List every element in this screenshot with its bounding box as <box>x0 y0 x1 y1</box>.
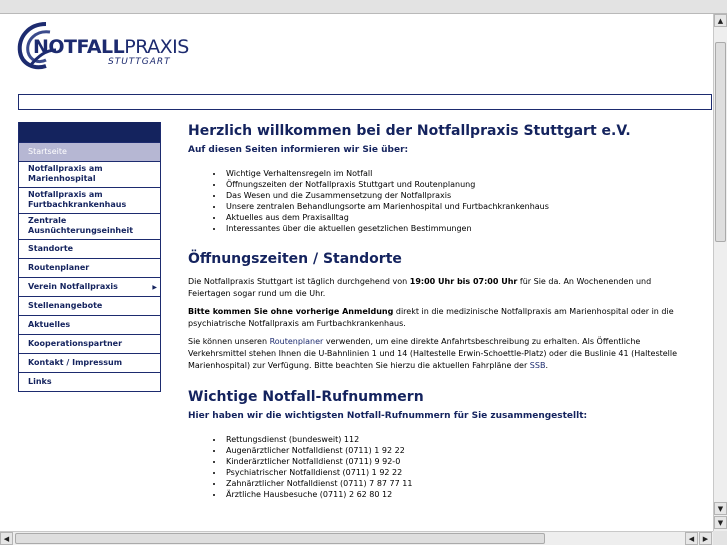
main-content <box>188 122 688 500</box>
welcome-subtitle: Auf diesen Seiten informieren wir Sie über: <box>188 145 409 155</box>
arrow-left-icon[interactable]: ◀ <box>685 532 698 545</box>
nav-label: Zentrale Ausnüchterungseinheit <box>28 216 134 235</box>
logo-wordmark <box>33 36 189 58</box>
text: Die Notfallpraxis Stuttgart ist täglich durchgehend von <box>188 277 410 286</box>
nav-label: Startseite <box>28 146 67 156</box>
sidebar-header <box>19 122 160 142</box>
list-item: • Zahnärztlicher Notfalldienst (0711) 7 87 77 11 <box>224 478 688 489</box>
hours-paragraph-3 <box>188 336 688 372</box>
horizontal-scrollbar[interactable] <box>0 531 713 545</box>
browser-top-frame <box>0 0 727 14</box>
arrow-down-icon[interactable]: ▼ <box>714 502 727 515</box>
triangle-right-icon: ▶ <box>152 284 157 291</box>
list-item: • Psychiatrischer Notfalldienst (0711) 1 92 22 <box>224 467 688 478</box>
list-item: • Ärztliche Hausbesuche (0711) 2 62 80 12 <box>224 489 688 500</box>
hours-highlight: 19:00 Uhr bis 07:00 Uhr <box>409 277 518 286</box>
nav-label: Aktuelles <box>28 319 71 329</box>
nav-item-links[interactable] <box>19 372 160 391</box>
nav-item-stellenangebote[interactable] <box>19 296 160 315</box>
arrow-left-icon[interactable]: ◀ <box>0 532 13 545</box>
list-item: • Das Wesen und die Zusammensetzung der Notfallpraxis <box>224 190 688 201</box>
nav-label: Kooperationspartner <box>28 338 123 348</box>
arrow-up-icon[interactable]: ▲ <box>714 14 727 27</box>
list-item: • Wichtige Verhaltensregeln im Notfall <box>224 168 688 179</box>
vertical-scrollbar[interactable] <box>713 14 727 531</box>
nav-item-marienhospital[interactable] <box>19 161 160 187</box>
sidebar-nav <box>18 122 161 392</box>
hours-paragraph-2 <box>188 306 688 330</box>
arrow-down-icon[interactable]: ▼ <box>714 516 727 529</box>
nav-item-aktuelles[interactable] <box>19 315 160 334</box>
phone-title: Wichtige Notfall-Rufnummern <box>188 389 424 405</box>
nav-label: Notfallpraxis am Furtbachkrankenhaus <box>28 190 127 209</box>
nav-item-furtbachkrankenhaus[interactable] <box>19 187 160 213</box>
nav-label: Routenplaner <box>28 262 90 272</box>
nav-item-routenplaner[interactable] <box>19 258 160 277</box>
arrow-right-icon[interactable]: ▶ <box>699 532 712 545</box>
nav-item-kontakt[interactable] <box>19 353 160 372</box>
nav-label: Verein Notfallpraxis <box>28 281 118 291</box>
notfallpraxis-logo[interactable] <box>16 18 189 74</box>
horizontal-scroll-thumb[interactable] <box>15 533 545 544</box>
text: Sie können unseren <box>188 337 270 346</box>
routenplaner-link[interactable]: Routenplaner <box>269 337 324 346</box>
nav-label: Notfallpraxis am Marienhospital <box>28 164 103 183</box>
list-item: • Augenärztlicher Notfalldienst (0711) 1 92 22 <box>224 445 688 456</box>
welcome-list <box>188 168 688 234</box>
welcome-title: Herzlich willkommen bei der Notfallpraxis Stuttgart e.V. <box>188 123 631 139</box>
nav-label: Stellenangebote <box>28 300 103 310</box>
scrollbar-corner <box>713 531 727 545</box>
vertical-scroll-thumb[interactable] <box>715 42 726 242</box>
phone-list <box>188 434 688 500</box>
nav-item-kooperationspartner[interactable] <box>19 334 160 353</box>
list-item: • Öffnungszeiten der Notfallpraxis Stuttgart und Routenplanung <box>224 179 688 190</box>
header-bar <box>18 94 712 110</box>
nav-item-standorte[interactable] <box>19 239 160 258</box>
logo-wordmark-light: PRAXIS <box>124 36 189 58</box>
nav-item-startseite[interactable] <box>19 142 160 161</box>
text: verwenden, um eine direkte Anfahrtsbeschreibung zu erhalten. Als Öffentliche Verkehrsmittel stehen Ihnen die U-Bahnlinien 1 und 14 (Haltestelle Erwin-Schoettle-Platz) oder die Buslinie 41 (Haltestelle Marienhospital) zur Verfügung. Bitte beachten Sie hierzu die aktuellen Fahrpläne der <box>188 337 678 370</box>
ssb-link[interactable]: SSB <box>529 361 546 370</box>
hours-title: Öffnungszeiten / Standorte <box>188 251 402 267</box>
phone-subtitle: Hier haben wir die wichtigsten Notfall-Rufnummern für Sie zusammengestellt: <box>188 411 588 421</box>
list-item: • Kinderärztlicher Notfalldienst (0711) 9 92-0 <box>224 456 688 467</box>
nav-label: Links <box>28 376 52 386</box>
list-item: • Unsere zentralen Behandlungsorte am Marienhospital und Furtbachkrankenhaus <box>224 201 688 212</box>
text: . <box>545 361 548 370</box>
nav-label: Kontakt / Impressum <box>28 357 123 367</box>
hours-highlight: Bitte kommen Sie ohne vorherige Anmeldung <box>188 307 394 316</box>
nav-item-ausnuechterung[interactable] <box>19 213 160 239</box>
hours-paragraph-1 <box>188 276 688 300</box>
page-viewport <box>0 14 713 531</box>
list-item: • Aktuelles aus dem Praxisalltag <box>224 212 688 223</box>
logo-city: STUTTGART <box>108 57 171 67</box>
nav-label: Standorte <box>28 243 74 253</box>
list-item: • Rettungsdienst (bundesweit) 112 <box>224 434 688 445</box>
nav-item-verein[interactable] <box>19 277 160 296</box>
logo-wordmark-bold: NOTFALL <box>33 36 125 58</box>
text: für Sie da. An Wochenenden und Feiertagen sogar rund um die Uhr. <box>188 277 652 298</box>
text: direkt in die medizinische Notfallpraxis am Marienhospital oder in die psychiatrische Notfallpraxis am Furtbachkrankenhaus. <box>188 307 674 328</box>
list-item: • Interessantes über die aktuellen gesetzlichen Bestimmungen <box>224 223 688 234</box>
